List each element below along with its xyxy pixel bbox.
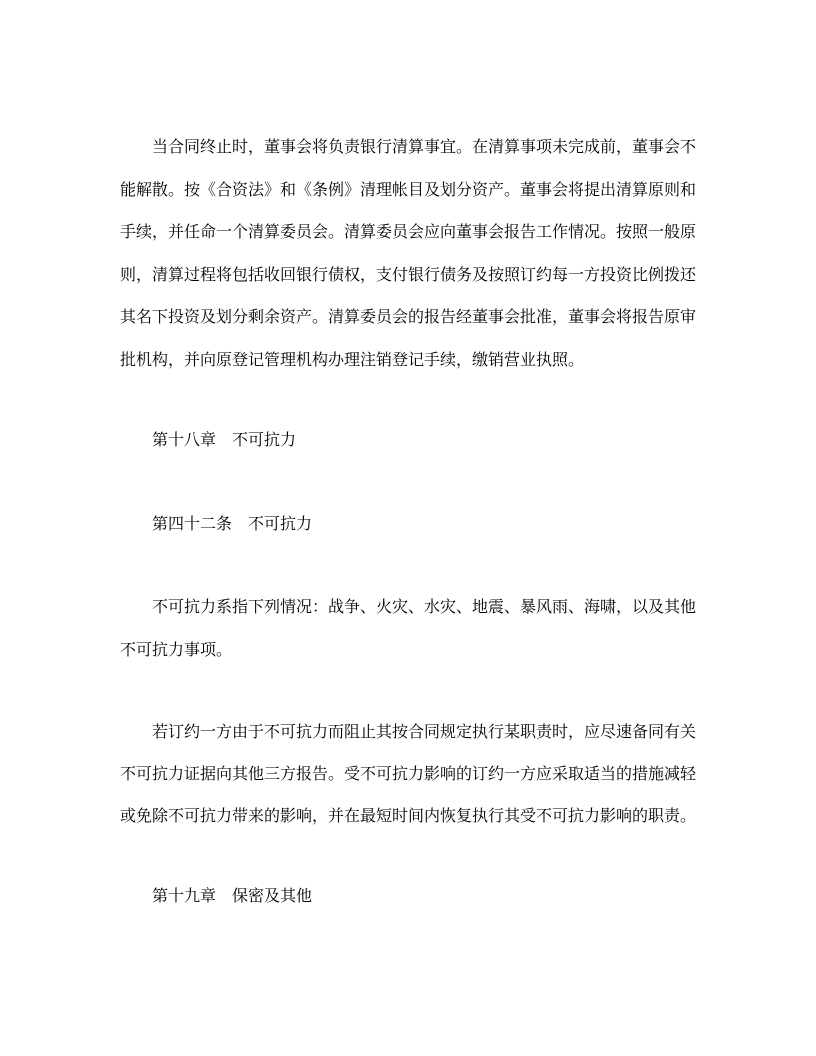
- paragraph-line: 不可抗力证据向其他三方报告。受不可抗力影响的订约一方应采取适当的措施减轻: [120, 764, 697, 783]
- chapter-heading-19: 第十九章 保密及其他: [152, 886, 313, 905]
- paragraph-line: 批机构，并向原登记管理机构办理注销登记手续，缴销营业执照。: [120, 350, 585, 369]
- paragraph-line: 能解散。按《合资法》和《条例》清理帐目及划分资产。董事会将提出清算原则和: [120, 180, 697, 199]
- paragraph-line: 则，清算过程将包括收回银行债权，支付银行债务及按照订约每一方投资比例拨还: [120, 265, 697, 284]
- paragraph-line: 若订约一方由于不可抗力而阻止其按合同规定执行某职责时，应尽速备同有关: [152, 722, 697, 741]
- chapter-heading-18: 第十八章 不可抗力: [152, 430, 297, 449]
- paragraph-line: 其名下投资及划分剩余资产。清算委员会的报告经董事会批准，董事会将报告原审: [120, 307, 697, 326]
- paragraph-line: 或免除不可抗力带来的影响，并在最短时间内恢复执行其受不可抗力影响的职责。: [120, 806, 697, 825]
- article-heading-42: 第四十二条 不可抗力: [152, 514, 313, 533]
- paragraph-line: 当合同终止时，董事会将负责银行清算事宜。在清算事项未完成前，董事会不: [152, 137, 697, 156]
- paragraph-line: 不可抗力事项。: [120, 640, 233, 659]
- paragraph-line: 不可抗力系指下列情况：战争、火灾、水灾、地震、暴风雨、海啸，以及其他: [152, 597, 697, 616]
- paragraph-line: 手续，并任命一个清算委员会。清算委员会应向董事会报告工作情况。按照一般原: [120, 222, 697, 241]
